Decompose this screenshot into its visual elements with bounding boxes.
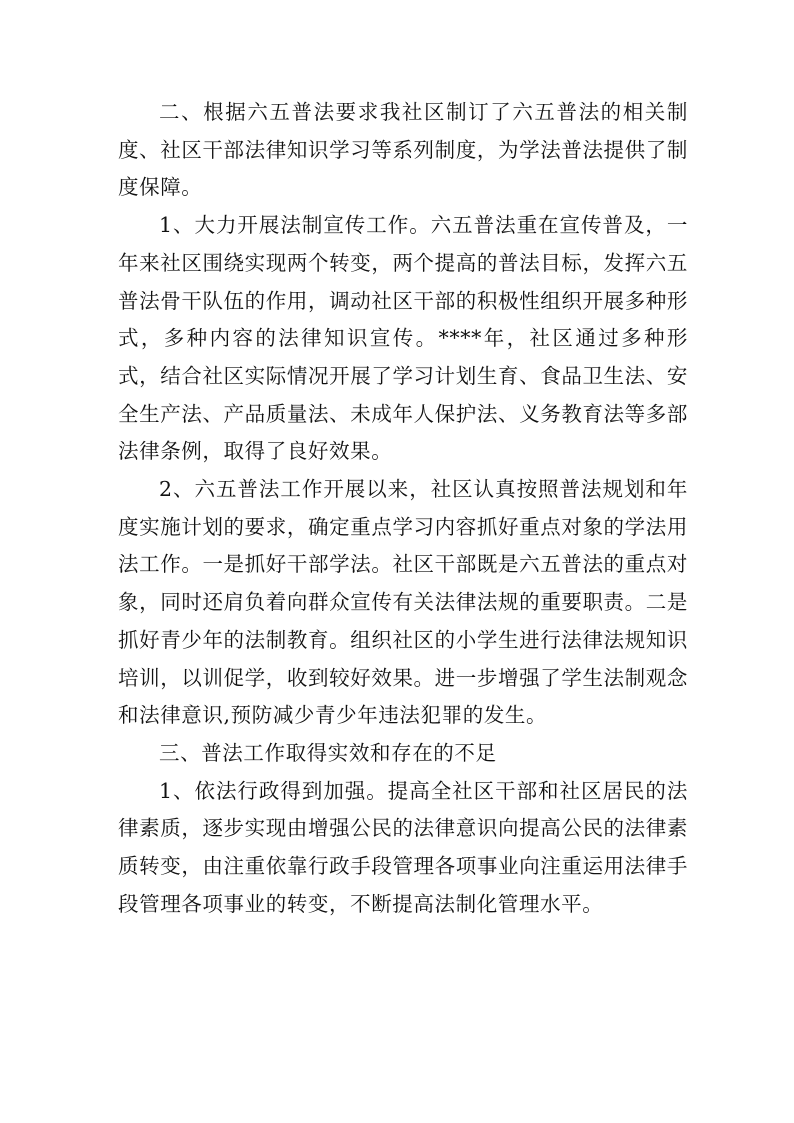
paragraph-legal-publicity: 1、大力开展法制宣传工作。六五普法重在宣传普及，一年来社区围绕实现两个转变，两个提高的普法目标，发挥六五普法骨干队伍的作用，调动社区干部的积极性组织开展多种形式，多种内容的法律知识宣传。****年，社区通过多种形式，结合社区实际情况开展了学习计划生育、食品卫生法、安全生产法、产品质量法、未成年人保护法、义务教育法等多部法律条例，取得了良好效果。	[118, 213, 688, 464]
section-heading-results: 三、普法工作取得实效和存在的不足	[159, 740, 497, 765]
document-body	[118, 94, 688, 923]
paragraph-key-targets: 2、六五普法工作开展以来，社区认真按照普法规划和年度实施计划的要求，确定重点学习内容抓好重点对象的学法用法工作。一是抓好干部学法。社区干部既是六五普法的重点对象，同时还肩负着向群众宣传有关法律法规的重要职责。二是抓好青少年的法制教育。组织社区的小学生进行法律法规知识培训，以训促学，收到较好效果。进一步增强了学生法制观念和法律意识,预防减少青少年违法犯罪的发生。	[118, 477, 688, 728]
paragraph-system-building: 二、根据六五普法要求我社区制订了六五普法的相关制度、社区干部法律知识学习等系列制度，为学法普法提供了制度保障。	[118, 100, 688, 200]
paragraph-administration: 1、依法行政得到加强。提高全社区干部和社区居民的法律素质，逐步实现由增强公民的法律意识向提高公民的法律素质转变，由注重依靠行政手段管理各项事业向注重运用法律手段管理各项事业的转变，不断提高法制化管理水平。	[118, 778, 688, 916]
